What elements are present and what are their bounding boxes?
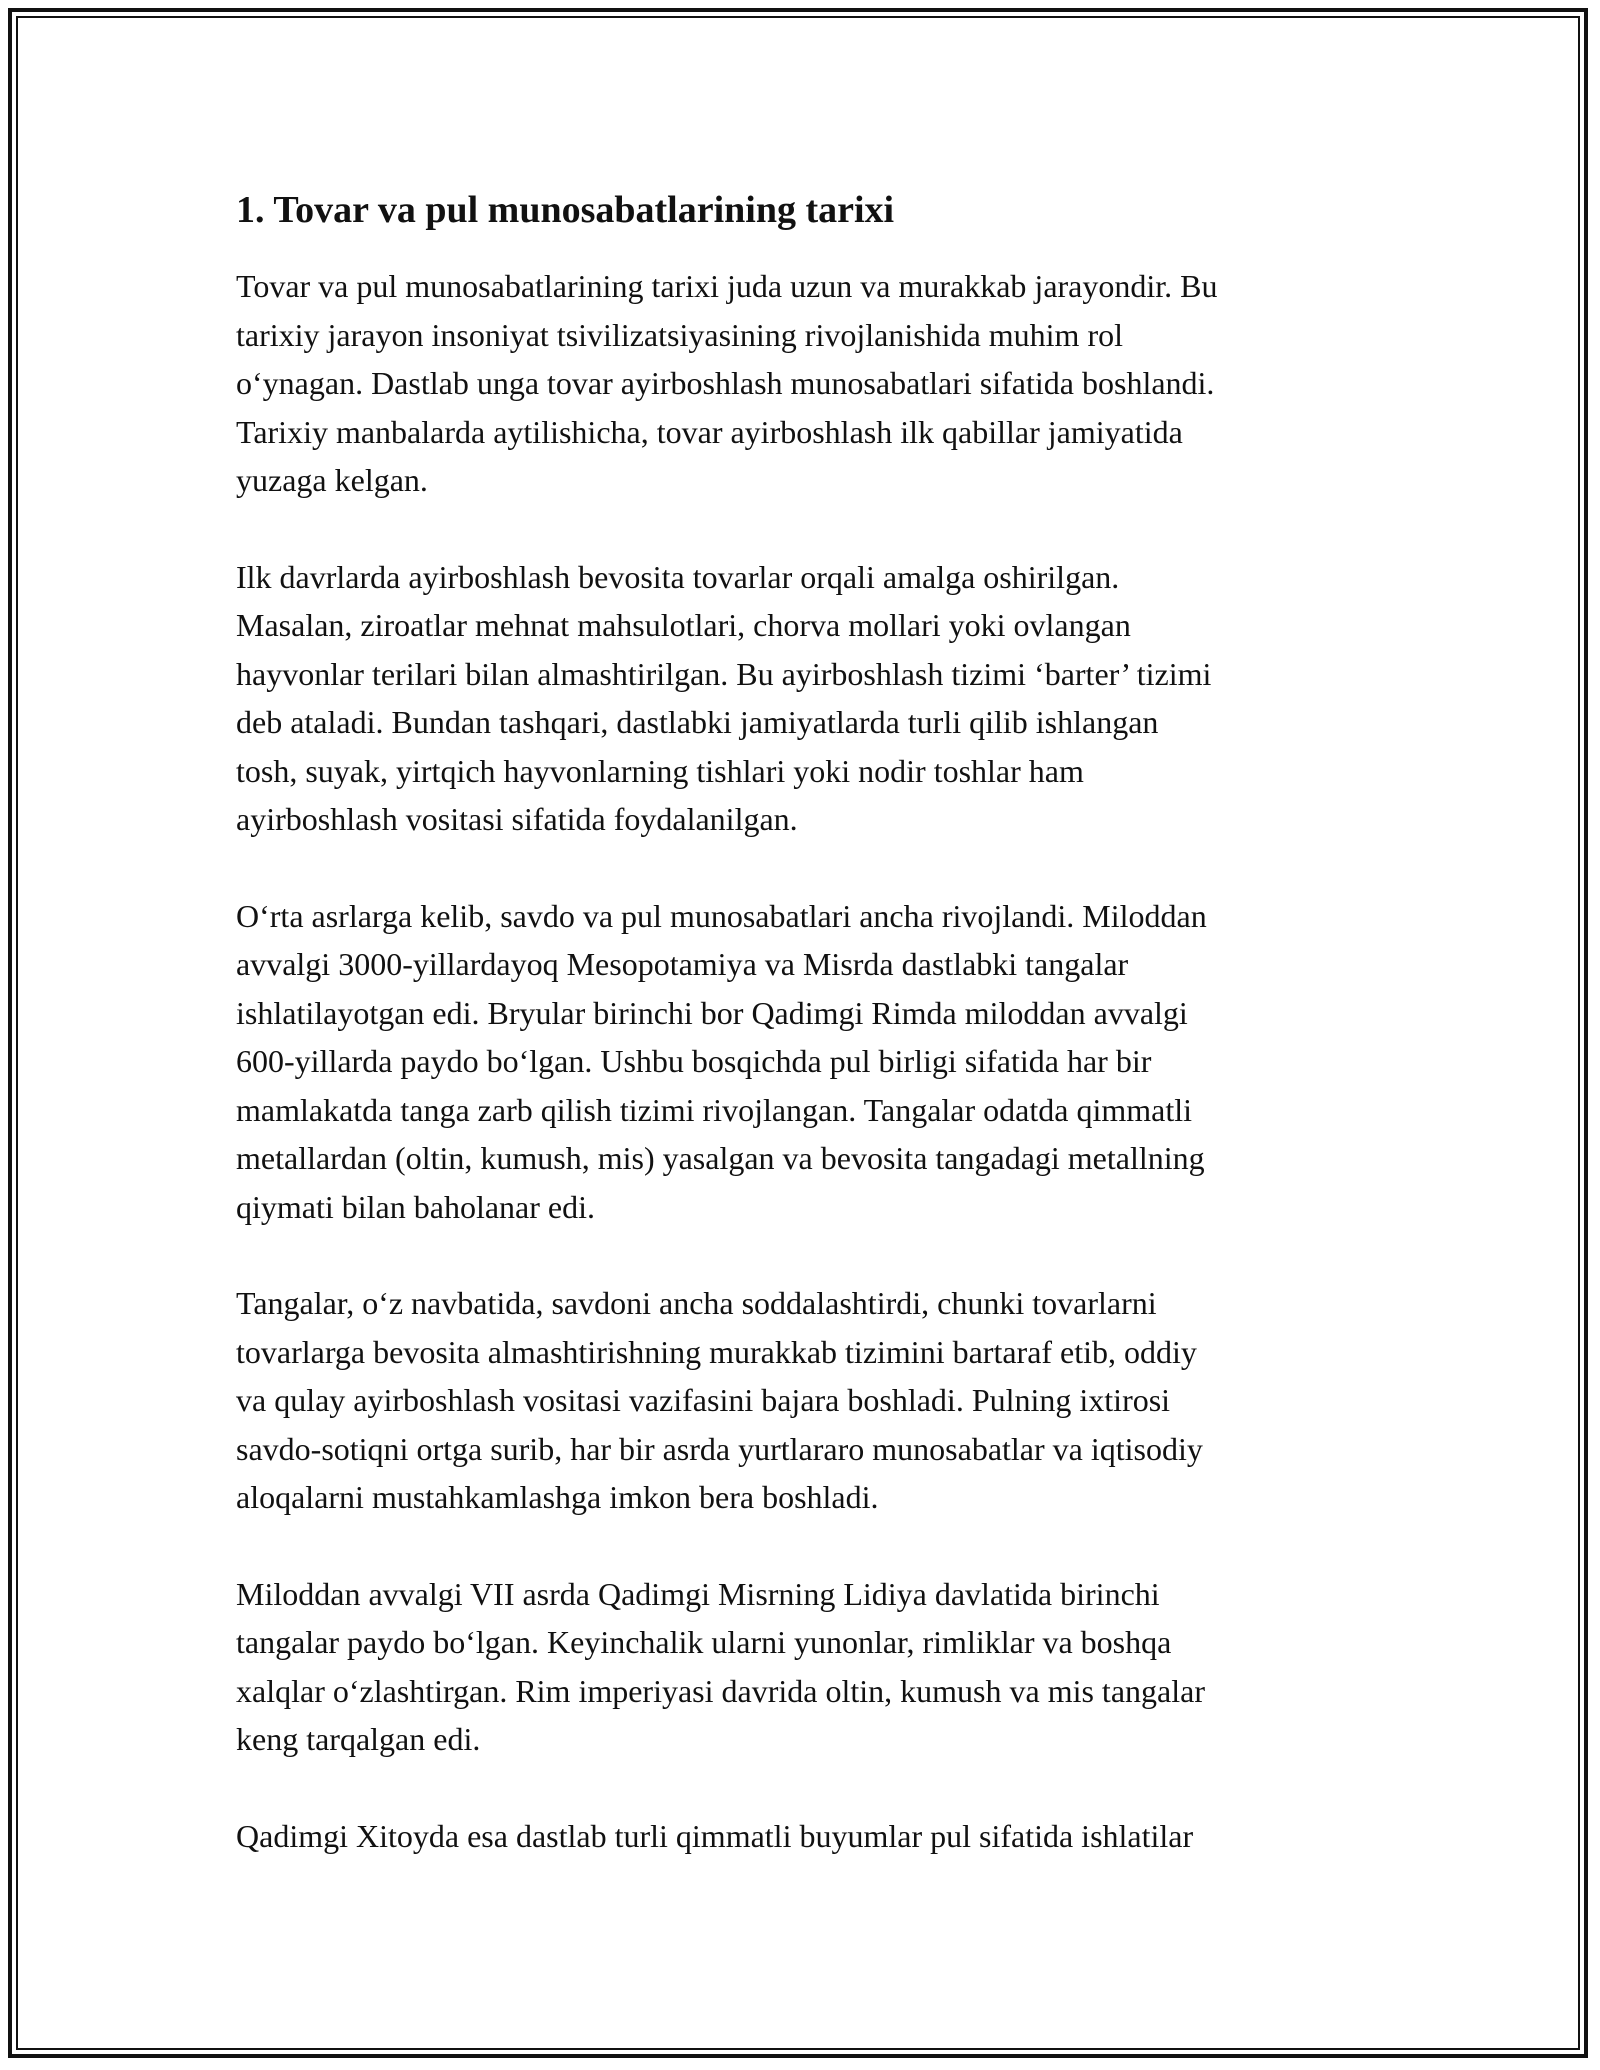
- paragraph-2: Ilk davrlarda ayirboshlash bevosita tovarlar orqali amalga oshirilgan. Masalan, ziroatlar mehnat mahsulotlari, chorva mollari yoki ovlangan hayvonlar terilari bilan almashtirilgan. Bu ayirboshlash tizimi ‘barter’ tizimi deb ataladi. Bundan tashqari, dastlabki jamiyatlarda turli qilib ishlangan tosh, suyak, yirtqich hayvonlarning tishlari yoki nodir toshlar ham ayirboshlash vositasi sifatida foydalanilgan.: [236, 558, 1212, 837]
- paragraph-6: Qadimgi Xitoyda esa dastlab turli qimmatli buyumlar pul sifatida ishlatilar: [236, 1817, 1194, 1854]
- document-body: [236, 186, 1376, 1908]
- paragraph-3: O‘rta asrlarga kelib, savdo va pul munosabatlari ancha rivojlandi. Miloddan avvalgi 3000-yillardayoq Mesopotamiya va Misrda dastlabki tangalar ishlatilayotgan edi. Bryular birinchi bor Qadimgi Rimda miloddan avvalgi 600-yillarda paydo bo‘lgan. Ushbu bosqichda pul birligi sifatida har bir mamlakatda tanga zarb qilish tizimi rivojlangan. Tangalar odatda qimmatli metallardan (oltin, kumush, mis) yasalgan va bevosita tangadagi metallning qiymati bilan baholanar edi.: [236, 897, 1207, 1225]
- paragraph-5: Miloddan avvalgi VII asrda Qadimgi Misrning Lidiya davlatida birinchi tangalar paydo bo‘lgan. Keyinchalik ularni yunonlar, rimliklar va boshqa xalqlar o‘zlashtirgan. Rim imperiyasi davrida oltin, kumush va mis tangalar keng tarqalgan edi.: [236, 1575, 1205, 1757]
- paragraph-1: Tovar va pul munosabatlarining tarixi juda uzun va murakkab jarayondir. Bu tarixiy jarayon insoniyat tsivilizatsiyasining rivojlanishida muhim rol o‘ynagan. Dastlab unga tovar ayirboshlash munosabatlari sifatida boshlandi. Tarixiy manbalarda aytilishicha, tovar ayirboshlash ilk qabillar jamiyatida yuzaga kelgan.: [236, 268, 1218, 498]
- section-title: 1. Tovar va pul munosabatlarining tarixi: [236, 189, 895, 231]
- paragraph-4: Tangalar, o‘z navbatida, savdoni ancha soddalashtirdi, chunki tovarlarni tovarlarga bevosita almashtirishning murakkab tizimini bartaraf etib, oddiy va qulay ayirboshlash vositasi vazifasini bajara boshladi. Pulning ixtirosi savdo-sotiqni ortga surib, har bir asrda yurtlararo munosabatlar va iqtisodiy aloqalarni mustahkamlashga imkon bera boshladi.: [236, 1285, 1203, 1515]
